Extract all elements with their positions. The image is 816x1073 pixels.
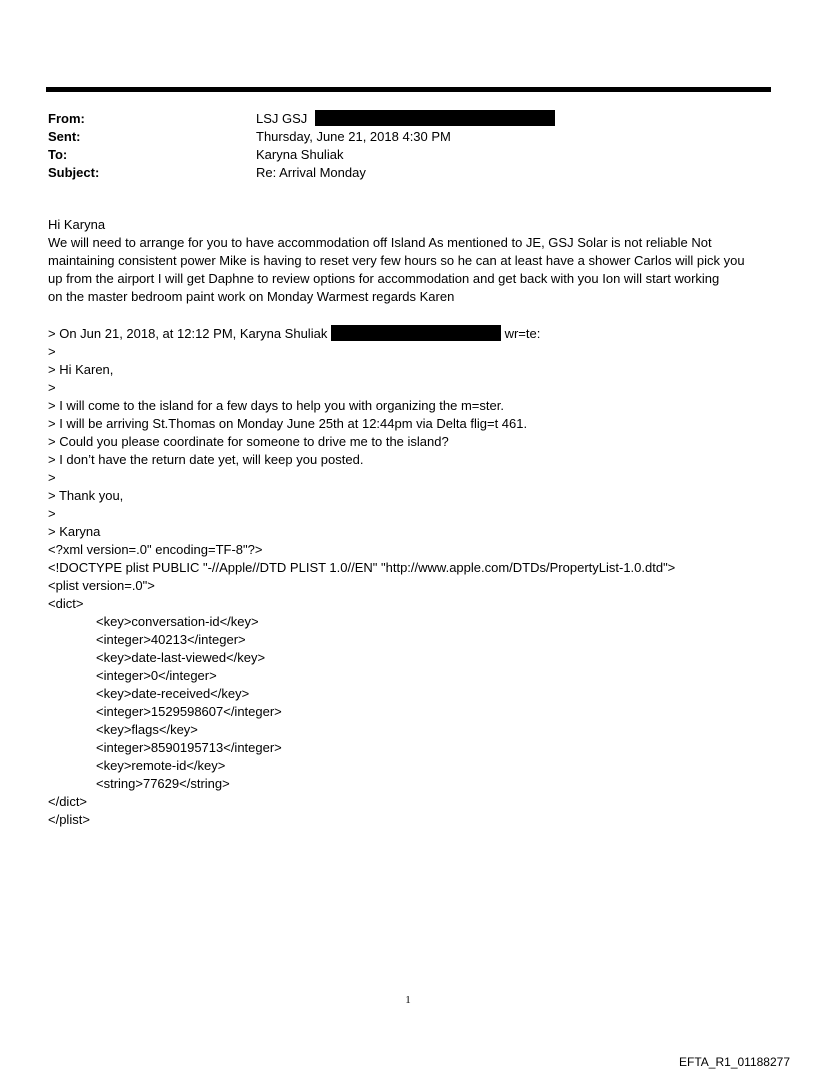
quote-line: > Hi Karen, bbox=[48, 362, 114, 377]
to-label: To: bbox=[48, 147, 68, 162]
quote-line: > I don’t have the return date yet, will keep you posted. bbox=[48, 452, 364, 467]
quote-line: > I will be arriving St.Thomas on Monday June 25th at 12:44pm via Delta flig=t 461. bbox=[48, 416, 528, 431]
from-value: LSJ GSJ bbox=[256, 111, 308, 126]
quote-line: > Karyna bbox=[48, 524, 101, 539]
dict-open: <dict> bbox=[48, 596, 84, 611]
dict-close: </dict> bbox=[48, 794, 88, 809]
subject-label: Subject: bbox=[48, 165, 100, 180]
quote-line: > Thank you, bbox=[48, 488, 124, 503]
message-body bbox=[48, 216, 776, 306]
plist-close: </plist> bbox=[48, 812, 90, 827]
from-label: From: bbox=[48, 111, 85, 126]
to-value: Karyna Shuliak bbox=[256, 147, 344, 162]
body-line: up from the airport I will get Daphne to review options for accommodation and get back with you Ion will start working bbox=[48, 271, 720, 286]
quote-intro-suffix: wr=te: bbox=[504, 326, 541, 341]
quote-line: > bbox=[48, 506, 56, 521]
quote-line: > Could you please coordinate for someone to drive me to the island? bbox=[48, 434, 449, 449]
plist-entry: <key>flags</key> bbox=[96, 722, 198, 737]
plist-entry: <key>date-last-viewed</key> bbox=[96, 650, 266, 665]
quote-intro bbox=[48, 325, 776, 343]
quote-line: > bbox=[48, 470, 56, 485]
quote-line: > I will come to the island for a few days to help you with organizing the m=ster. bbox=[48, 398, 504, 413]
quoted-message bbox=[48, 325, 776, 829]
redaction-block bbox=[315, 110, 555, 126]
plist-entry: <integer>0</integer> bbox=[96, 668, 217, 683]
plist-entry: <key>remote-id</key> bbox=[96, 758, 226, 773]
sent-value: Thursday, June 21, 2018 4:30 PM bbox=[256, 129, 451, 144]
bates-number: EFTA_R1_01188277 bbox=[679, 1055, 790, 1069]
plist-entry: <integer>1529598607</integer> bbox=[96, 704, 282, 719]
page-number: 1 bbox=[405, 994, 411, 1006]
quote-intro-text: > On Jun 21, 2018, at 12:12 PM, Karyna Shuliak bbox=[48, 326, 328, 341]
plist-entry: <string>77629</string> bbox=[96, 776, 230, 791]
header-rule bbox=[46, 87, 771, 92]
plist-doctype: <!DOCTYPE plist PUBLIC "-//Apple//DTD PLIST 1.0//EN" "http://www.apple.com/DTDs/PropertyList-1.0.dtd"> bbox=[48, 560, 676, 575]
quote-line: > bbox=[48, 380, 56, 395]
plist-open: <plist version=.0"> bbox=[48, 578, 155, 593]
plist-entry: <key>date-received</key> bbox=[96, 686, 250, 701]
plist-entry: <integer>8590195713</integer> bbox=[96, 740, 282, 755]
quote-line: > bbox=[48, 344, 56, 359]
redaction-block bbox=[331, 325, 501, 341]
plist-entry: <integer>40213</integer> bbox=[96, 632, 246, 647]
sent-label: Sent: bbox=[48, 129, 81, 144]
subject-value: Re: Arrival Monday bbox=[256, 165, 366, 180]
xml-declaration: <?xml version=.0" encoding=TF-8"?> bbox=[48, 542, 263, 557]
greeting: Hi Karyna bbox=[48, 217, 106, 232]
body-line: maintaining consistent power Mike is having to reset very few hours so he can at least have a shower Carlos will pick you bbox=[48, 253, 745, 268]
body-line: We will need to arrange for you to have accommodation off Island As mentioned to JE, GSJ Solar is not reliable Not bbox=[48, 235, 712, 250]
body-line: on the master bedroom paint work on Monday Warmest regards Karen bbox=[48, 289, 455, 304]
plist-entry: <key>conversation-id</key> bbox=[96, 614, 259, 629]
